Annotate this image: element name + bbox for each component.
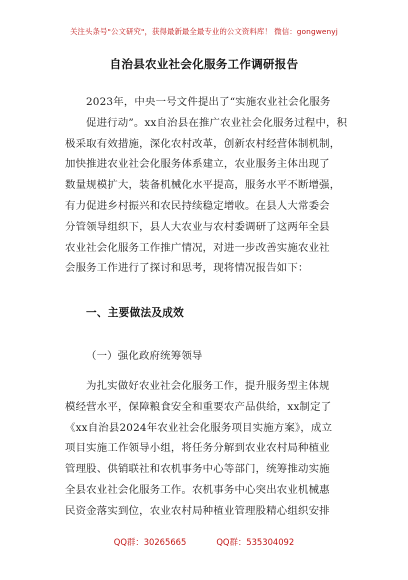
paragraph-line: 管理股、供销联社和农机事务中心等部门，统筹推动实施 [65,463,330,476]
paragraph-line: 会服务工作进行了探讨和思考，现将情况报告如下： [65,262,309,275]
intro-paragraph [65,92,347,279]
paragraph-line: 《xx自治县2024年农业社会化服务项目实施方案》，成立 [65,421,333,434]
paragraph-line: 2023年，中央一号文件提出了“实施农业社会化服务 [86,96,331,108]
subsection-paragraph [65,376,347,522]
paragraph-line: 全县农业社会化服务工作。农机事务中心突出农业机械惠 [65,483,330,496]
footer-qq-group-2: QQ群：535304092 [216,537,295,547]
paragraph-line: 促进行动”。xx自治县在推广农业社会化服务过程中，积 [86,116,348,129]
paragraph-line: 模经营水平，保障粮食安全和重要农产品供给，xx制定了 [65,400,332,413]
footer-qq-groups [0,536,408,548]
paragraph-line: 农业社会化服务工作推广情况，对进一步改善实施农业社 [65,241,330,254]
section-heading: 一、主要做法及成效 [86,307,185,319]
paragraph-line: 分管领导组织下，县人大农业与农村委调研了这两年全县 [65,220,330,233]
paragraph-line: 民资金落实到位，农业农村局种植业管理股精心组织安排 [65,504,330,517]
paragraph-line: 加快推进农业社会化服务体系建立，农业服务主体出现了 [65,158,330,171]
paragraph-line: 为扎实做好农业社会化服务工作，提升服务型主体规 [86,380,330,392]
footer-qq-group-1: QQ群：30265665 [113,537,187,547]
subsection-heading: （一）强化政府统筹领导 [86,350,203,362]
paragraph-line: 项目实施工作领导小组，将任务分解到农业农村局种植业 [65,442,330,455]
header-banner: 关注头条号"公文研究"，获得最新最全最专业的公文资料库！ 微信：gongwenyj [70,27,338,36]
paragraph-line: 极采取有效措施，深化农村改革，创新农村经营体制机制， [65,137,341,150]
document-title: 自治县农业社会化服务工作调研报告 [109,57,299,71]
paragraph-line: 有力促进乡村振兴和农民持续稳定增收。在县人大常委会 [65,199,330,212]
paragraph-line: 数量规模扩大，装备机械化水平提高，服务水平不断增强， [65,179,341,192]
